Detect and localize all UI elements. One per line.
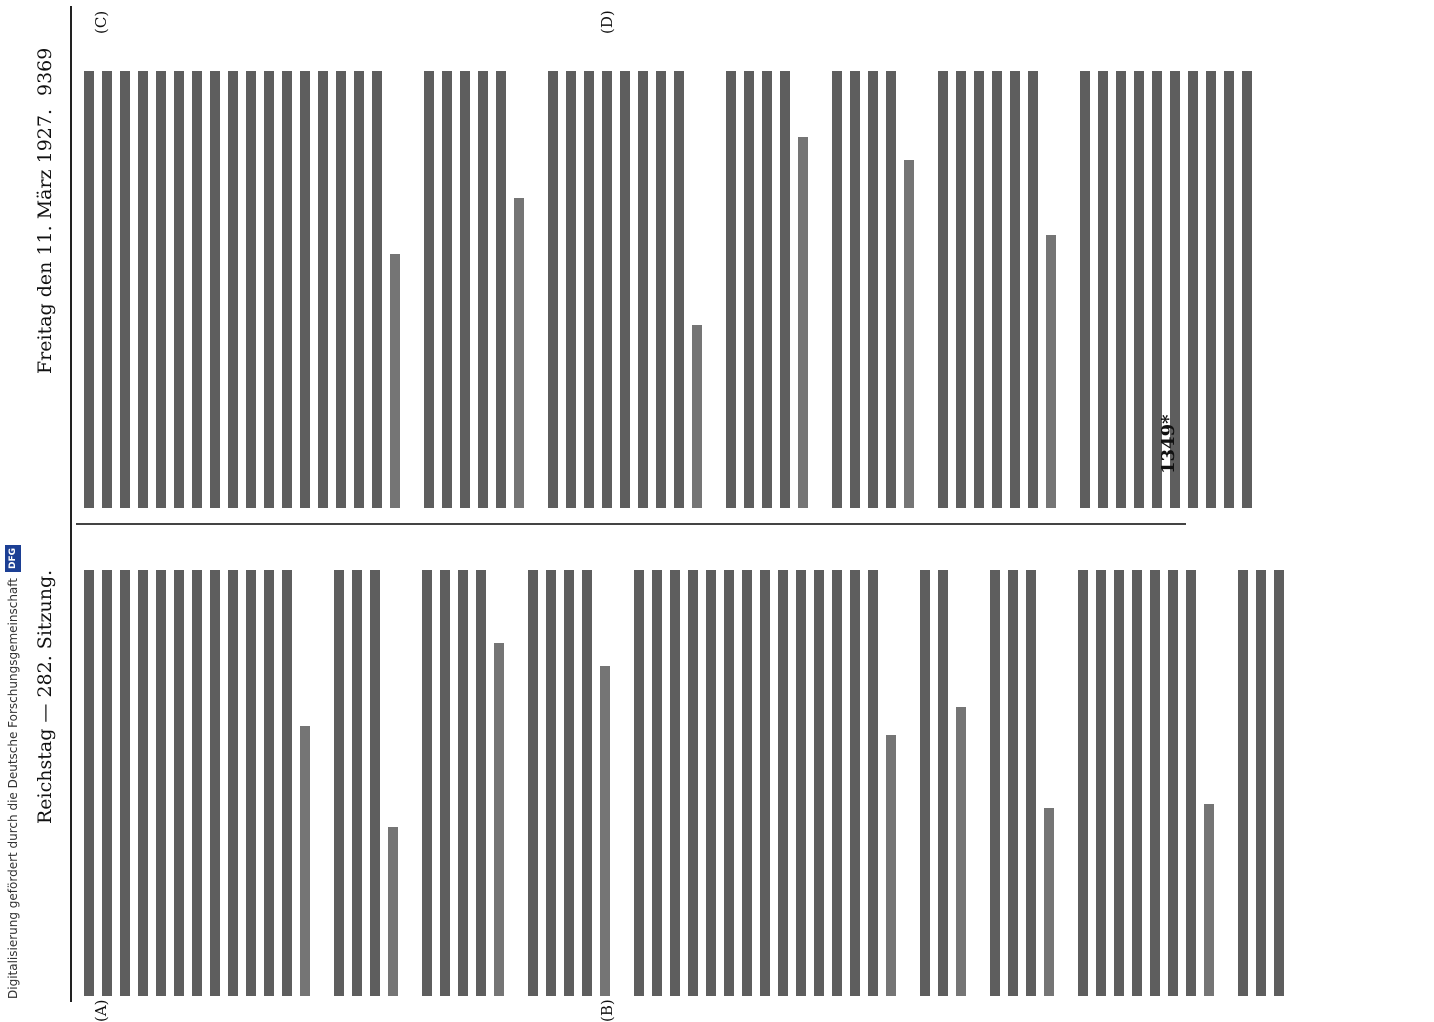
text-line-placeholder — [1132, 570, 1142, 996]
text-line-placeholder — [476, 570, 486, 996]
column-divider — [76, 523, 1186, 525]
paragraph-break — [904, 538, 912, 996]
dfg-logo: DFG — [5, 545, 21, 572]
text-line-placeholder — [1114, 570, 1124, 996]
text-line-placeholder — [174, 570, 184, 996]
text-line-placeholder — [84, 71, 94, 508]
text-line-placeholder — [744, 71, 754, 508]
text-line-placeholder — [388, 827, 398, 996]
text-line-placeholder — [1028, 71, 1038, 508]
text-line-placeholder — [620, 71, 630, 508]
text-line-placeholder — [1026, 570, 1036, 996]
text-line-placeholder — [1008, 570, 1018, 996]
text-line-placeholder — [1134, 71, 1144, 508]
text-line-placeholder — [138, 71, 148, 508]
text-line-placeholder — [724, 570, 734, 996]
text-line-placeholder — [318, 71, 328, 508]
text-line-placeholder — [584, 71, 594, 508]
text-line-placeholder — [174, 71, 184, 508]
text-line-placeholder — [798, 137, 808, 508]
text-line-placeholder — [990, 570, 1000, 996]
text-line-placeholder — [528, 570, 538, 996]
text-line-placeholder — [600, 666, 610, 996]
text-line-placeholder — [904, 160, 914, 508]
text-line-placeholder — [832, 570, 842, 996]
text-line-placeholder — [956, 71, 966, 508]
text-line-placeholder — [638, 71, 648, 508]
paragraph-break — [816, 38, 824, 508]
text-line-placeholder — [496, 71, 506, 508]
text-line-placeholder — [1238, 570, 1248, 996]
text-line-placeholder — [814, 570, 824, 996]
text-line-placeholder — [1080, 71, 1090, 508]
text-line-placeholder — [300, 726, 310, 996]
text-line-placeholder — [102, 71, 112, 508]
text-line-placeholder — [1044, 808, 1054, 996]
text-line-placeholder — [210, 570, 220, 996]
text-line-placeholder — [548, 71, 558, 508]
text-line-placeholder — [652, 570, 662, 996]
text-line-placeholder — [442, 71, 452, 508]
text-line-placeholder — [850, 570, 860, 996]
text-line-placeholder — [246, 570, 256, 996]
text-line-placeholder — [228, 570, 238, 996]
text-line-placeholder — [1204, 804, 1214, 996]
text-line-placeholder — [440, 570, 450, 996]
text-line-placeholder — [742, 570, 752, 996]
paragraph-break — [710, 38, 718, 508]
text-line-placeholder — [354, 71, 364, 508]
text-line-placeholder — [478, 71, 488, 508]
credit-text: Digitalisierung gefördert durch die Deutsche Forschungsgemeinschaft — [6, 577, 20, 999]
text-line-placeholder — [334, 570, 344, 996]
text-line-placeholder — [1046, 235, 1056, 508]
text-line-placeholder — [246, 71, 256, 508]
paragraph-break — [408, 38, 416, 508]
text-line-placeholder — [156, 71, 166, 508]
margin-letter-d: (D) — [598, 10, 616, 34]
paragraph-break — [406, 538, 414, 996]
margin-letter-c: (C) — [92, 10, 110, 34]
text-line-placeholder — [920, 570, 930, 996]
text-line-placeholder — [1096, 570, 1106, 996]
text-line-placeholder — [102, 570, 112, 996]
text-line-placeholder — [692, 325, 702, 508]
text-line-placeholder — [674, 71, 684, 508]
paragraph-break — [922, 38, 930, 508]
text-line-placeholder — [352, 570, 362, 996]
text-line-placeholder — [1098, 71, 1108, 508]
text-line-placeholder — [762, 71, 772, 508]
text-line-placeholder — [424, 71, 434, 508]
text-line-placeholder — [1186, 570, 1196, 996]
text-line-placeholder — [120, 570, 130, 996]
text-line-placeholder — [1168, 570, 1178, 996]
text-line-placeholder — [1078, 570, 1088, 996]
text-line-placeholder — [886, 735, 896, 996]
margin-letter-a: (A) — [92, 999, 110, 1022]
text-line-placeholder — [370, 570, 380, 996]
text-line-placeholder — [422, 570, 432, 996]
text-line-placeholder — [228, 71, 238, 508]
text-line-placeholder — [1010, 71, 1020, 508]
paragraph-break — [618, 538, 626, 996]
text-line-placeholder — [336, 71, 346, 508]
text-line-placeholder — [634, 570, 644, 996]
paragraph-break — [512, 538, 520, 996]
paragraph-break — [532, 38, 540, 508]
text-line-placeholder — [138, 570, 148, 996]
text-line-placeholder — [778, 570, 788, 996]
text-line-placeholder — [156, 570, 166, 996]
folio-number: 1349* — [1158, 414, 1179, 474]
text-line-placeholder — [264, 71, 274, 508]
text-line-placeholder — [564, 570, 574, 996]
margin-letter-b: (B) — [598, 999, 616, 1022]
text-line-placeholder — [796, 570, 806, 996]
text-line-placeholder — [760, 570, 770, 996]
text-line-placeholder — [582, 570, 592, 996]
text-line-placeholder — [992, 71, 1002, 508]
text-line-placeholder — [726, 71, 736, 508]
text-line-placeholder — [602, 71, 612, 508]
paragraph-break — [1064, 38, 1072, 508]
text-line-placeholder — [210, 71, 220, 508]
text-line-placeholder — [282, 71, 292, 508]
text-line-placeholder — [670, 570, 680, 996]
text-line-placeholder — [1116, 71, 1126, 508]
text-line-placeholder — [868, 570, 878, 996]
text-line-placeholder — [1224, 71, 1234, 508]
text-line-placeholder — [192, 570, 202, 996]
text-line-placeholder — [656, 71, 666, 508]
text-line-placeholder — [460, 71, 470, 508]
text-line-placeholder — [192, 71, 202, 508]
text-line-placeholder — [546, 570, 556, 996]
text-line-placeholder — [300, 71, 310, 508]
text-line-placeholder — [1150, 570, 1160, 996]
text-line-placeholder — [868, 71, 878, 508]
left-column-text — [84, 538, 1284, 996]
text-line-placeholder — [956, 707, 966, 996]
text-line-placeholder — [886, 71, 896, 508]
text-line-placeholder — [1188, 71, 1198, 508]
right-column-text — [84, 38, 1252, 508]
text-line-placeholder — [372, 71, 382, 508]
paragraph-break — [974, 538, 982, 996]
text-line-placeholder — [780, 71, 790, 508]
header-rule — [70, 6, 72, 1002]
text-line-placeholder — [974, 71, 984, 508]
text-line-placeholder — [688, 570, 698, 996]
text-line-placeholder — [514, 198, 524, 508]
paragraph-break — [1062, 538, 1070, 996]
paragraph-break — [1222, 538, 1230, 996]
text-line-placeholder — [850, 71, 860, 508]
text-line-placeholder — [1274, 570, 1284, 996]
text-line-placeholder — [458, 570, 468, 996]
text-line-placeholder — [1242, 71, 1252, 508]
text-line-placeholder — [1206, 71, 1216, 508]
text-line-placeholder — [832, 71, 842, 508]
running-header-left: Reichstag — 282. Sitzung. — [34, 569, 56, 824]
text-line-placeholder — [1256, 570, 1266, 996]
text-line-placeholder — [282, 570, 292, 996]
text-line-placeholder — [390, 254, 400, 508]
text-line-placeholder — [706, 570, 716, 996]
text-line-placeholder — [566, 71, 576, 508]
text-line-placeholder — [264, 570, 274, 996]
rotated-document-page — [20, 10, 1220, 1022]
text-line-placeholder — [120, 71, 130, 508]
text-line-placeholder — [938, 570, 948, 996]
text-line-placeholder — [84, 570, 94, 996]
page-number: 9369 — [34, 47, 56, 96]
digitization-credit — [0, 0, 26, 999]
paragraph-break — [318, 538, 326, 996]
running-header-right: Freitag den 11. März 1927. — [34, 109, 56, 374]
text-line-placeholder — [938, 71, 948, 508]
text-line-placeholder — [494, 643, 504, 996]
